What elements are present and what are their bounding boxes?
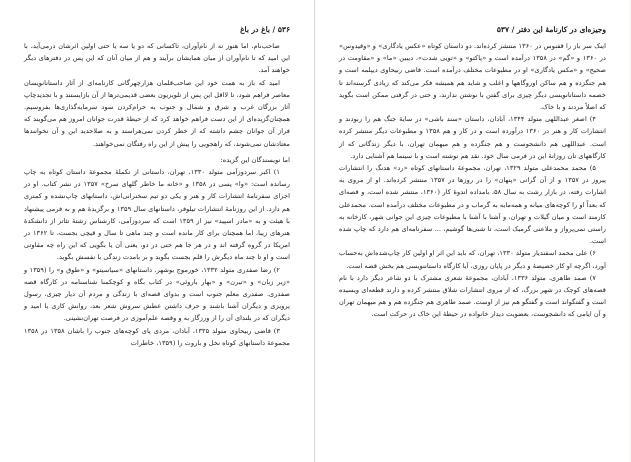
left-page-content (24, 24, 290, 454)
left-running-head: ۵۳۶ / باغ در باغ (240, 25, 290, 34)
left-body-text (24, 40, 290, 349)
right-paragraph: اینک سر باز را قفنوس در ۱۳۶۰ منتشر کرده‌اند. دو داستان کوتاه «عکس یادگاری» و «وقیدوس» در ۱۳۶۰ و «گم» در ۱۳۵۸ درآمده است و «پاکتو» و «تویی شدت»، دیبین «ما» و «مقاومت در صحیح» و «مکس یادگاری» او در مطبوعات مختلف درآمده است. قاضی ربیحاوی دیپلمه است و هم جنگزده و هم ساکن اوروگاهها و اغلب و شاید هم همیشه فکر می‌کند که زیادی گرسنه‌اند تا خصمه داستانانویسی دیگر چیزی برای گفتن با نوشتن ندارند، و حتی در گرفتی ممکن است بگوید که اصلاً مردند و با خاک. (339, 42, 606, 112)
author-entry: ۲) رضا صفدری متولد ۱۳۳۲، خورموج بوشهر. داستانهای «سیاسیتو» و «طوق و» را (۱۳۵۹ و «زیر زبان» و «تیرن» و «بهار باروئی» در کتاب بگاه و کوچکمنا شناسنامه در کارگاه قصه صفدری. صفدری معلم جنوب است و بدوای قصه‌ای با زندگی و مردم آن دیار چیزی، رسول پرویزی و دیگران آشنا باشند و حرف داشتن عطش سروش شعر بعد، روانش کاری با امید و دیگران که در بلندای آن را از ورزگار به و وقصه علم‌آموزی در فرصت تهران‌نشینی. (24, 265, 290, 323)
author-entry: ۱) اکبر سردوزآمی متولد ۱۳۳۰، تهران، داستانی از تکملهٔ مجموعهٔ داستان کوتاه به چاپ رسانده است: «وا» پسی در ۱۳۵۸ و «خانه ما خاطر گلهای سرخ» ۱۳۵۷ در نشر کتاب. او در اجرای سفرنامهٔ انتشارات کار و هنر و یکی دو تیم سخنرانی‌اش، داستانهای چاپ‌نشده و کمتری هم دارد. از این روزنامهٔ انتشارات تیلوفر، داستانهای سال ۱۳۵۹ و برگزیدهٔ هم و به فرمی پیشنهاد با هیئت و به «مادر اسپید» نیز از ۱۳۵۹ است که سردوزآمی، کارشناس رشتهٔ تئاتر از دانشکدهٔ هنرهای زیبا، اما همچنان برای کار مانده است و چند ماهی تا سال و قیچی بجست، تا ۱۳۶۲ در امریکا در گروه گرفته اند و در هر جا هم حتی در دو، یعنی آن یا بگویی که این راه چه مقاوتی است و او تا چند ماه دیگرش را قلم بجست بگوید و بر بامدت زندگی با نفسش بگوید. (24, 168, 291, 262)
right-body-text (339, 40, 606, 321)
left-paragraph: صاحب‌نام، اما هنوز نه از نام‌آوران، تاکسانی که دو یا سه یا حتی اولین اثرشان درمی‌آید، با این امید که تا نام‌آوران از میان همایشان برآیند و هم از میان آنان که این پس در دفترهای دیگر خواهند آمد. (24, 42, 290, 75)
right-page (315, 0, 630, 462)
author-entry: ۶) علی محمد اسفندیار متولد ۱۳۳۰، تهران، که باید این اثر او اولین کار چاپ‌شده‌اش به‌حساب آورد، اگرچه او کار خصیصهٔ و دیگر در پایان روزی، آیا کارگاه داستاننویسی هم بخش قصه است. (339, 249, 606, 270)
right-running-head: وجیزه‌ای در کارنامهٔ این دفتر / ۵۳۷ (496, 25, 606, 34)
right-page-content (339, 24, 606, 454)
author-entry: ۴) اصغر عبداللهی متولد ۱۳۴۴، آبادان، داستان «سند باشی» در سایهٔ جنگ هم را ربودند و انتشارات کار و هنر در ۱۳۶۰ درآورده است و در کار و هم ۱۳۵۸ و مطبوعات دیگر منتشر کرده است. عبداللهی هم دانشجوست و هم جنگزده و هم میهمان تهران، با دیگر زندگانی که از کارگاههای تان روزانهٔ این در فرمی سال خود. نقد هم نوشته است و با سینما هم آشنایی دارد. (339, 115, 607, 160)
left-paragraph: امید که باز به همت خود این صاحب‌قلمان هزارچهرگانی کارنامه‌ای از آثار داستانانویسان معاصر فراهم شود، تا لااقل این پس از تلویزیون بعضی قدیمی‌ترها از آن بازایستند و با تجدیدچاپ آثار بزرگان غرب و شرق و شمال و جنوب به حرام‌کردن سود سرمایه‌گذاری‌ها بفروسیم. همچنان‌گزیده‌ای از این دست فراهم خواهد کرد که از حیطهٔ قدرت جوانان امروز هم می‌گویند که فراز آن جوانان چشم داشته که از خطر کردن نمی‌هراسند و به صلاحدید این و آن نخوانندها معتادشان نمی‌شوند، که راهجویی را پیش از این راه رفتگان نمی‌خواهند. (24, 78, 290, 148)
left-page (0, 0, 315, 462)
authors-heading: اما نویسندگان این گزیده: (220, 155, 290, 164)
author-entry: ۳) قاضی ربیحاوی متولد ۱۳۳۵، آبادان، مردی پای کوچه‌های جنوب را باشان ۱۳۵۸ در ۱۳۵۸ مجموعهٔ داستانهای کوتاه نخل و باروت را (۱۳۵۹، خاطرات (24, 326, 290, 347)
author-entry: ۵) محمد محمدعلی متولد ۱۳۲۹، تهران، مجموعهٔ داستانهای کوتاه «رد» هدنگ را انتشارات پیروز در ۱۳۵۷ و از آن گراتی «پنهان» را در روزها در ۱۳۵۷ منتشر کرده‌اند. او از مروی به اشارات رفته، در بازار رشت به سال ۵۸، بامداده اندوهٔ کار (۱۳۶۰، منتشر شده است، و قصه‌ای که بعداً او را کوچه‌های میانه و همه‌مایه به گرماب و در مطبوعات مختلف درآمده است. محمدعلی کارمند است و میان گیلات و تهران، و آشنا با آشنا با مطبوعات چیزی این جوانی شهر، کارخانه به راستی نمی‌پرواز و ملاعنی گرمیک است، تا شبی‌ها گوشیم، ... سفرنامه‌ای هم دارد که چاپ شده است. (339, 164, 606, 246)
author-entry: ۷) صمد طاهری، متولد ۱۳۳۶، آبادان، مجموعهٔ شعری مشترک با دو شاعر دیگر دارد با نام قصه‌های کوچک در شهر بزرگ، که از مروی انتشارات شلاق منتشر کرده و دارند قطعه‌ای ویسیده است و گفتگو‌اند است و گفتگو هم نیز از اوست. صمد طاهری هم جنگزده هم و هم میهمان تهران و آن ایامی که دانشجوست، بعضویت دیدار خانواده در حیطهٔ این خاک در حرکت است. (339, 273, 606, 319)
